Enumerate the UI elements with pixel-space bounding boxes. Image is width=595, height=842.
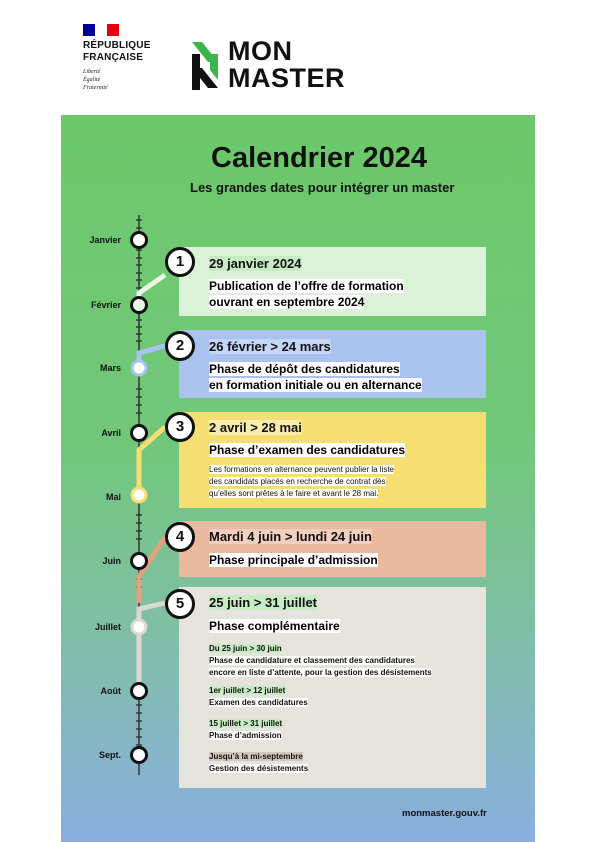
month-stations — [132, 233, 147, 763]
step-date: 26 février > 24 mars — [209, 339, 331, 354]
month-label: Sept. — [98, 750, 121, 760]
step-card-2 — [179, 330, 486, 398]
step-phase: Phase principale d’admission — [209, 553, 378, 567]
sub-step: Du 25 juin > 30 juin Phase de candidature et classement des candidatures encore en liste d’attente, pour la gestion des désistements — [209, 644, 432, 677]
step-number-badge: 4 — [165, 522, 195, 552]
month-label: Février — [90, 300, 121, 310]
month-label: Mars — [99, 363, 121, 373]
step-phase: Phase complémentaire — [209, 619, 340, 633]
month-label: Août — [100, 686, 121, 696]
step-phase: Phase de dépôt des candidatures en formation initiale ou en alternance — [209, 362, 422, 392]
step-note: Les formations en alternance peuvent publier la liste des candidats placés en recherche de contrat dès qu’elles sont prêtes à le faire et avant le 28 mai. — [209, 465, 394, 498]
poster-subtitle: Les grandes dates pour intégrer un master — [190, 180, 455, 195]
step-phase: Phase d’examen des candidatures — [209, 443, 406, 457]
sub-step: 1er juillet > 12 juillet Examen des candidatures — [209, 686, 308, 707]
french-flag-icon — [83, 24, 119, 36]
step-number-badge: 3 — [165, 412, 195, 442]
step-date: 2 avril > 28 mai — [209, 420, 302, 435]
step-card-4 — [179, 521, 486, 577]
month-label: Avril — [101, 428, 121, 438]
sub-step: 15 juillet > 31 juillet Phase d’admission — [209, 719, 283, 740]
step-number-badge: 1 — [165, 247, 195, 277]
mon-master-logo-icon — [190, 40, 220, 92]
francaise-line: FRANÇAISE — [83, 52, 144, 63]
motto-egalite: Égalité — [83, 77, 101, 83]
republique-line: RÉPUBLIQUE — [83, 40, 151, 51]
motto-fraternite: Fraternité — [83, 85, 108, 91]
step-card-1 — [179, 247, 486, 316]
step-number-badge: 2 — [165, 331, 195, 361]
motto — [83, 68, 143, 92]
step-card-3 — [179, 412, 486, 508]
poster-title: Calendrier 2024 — [211, 142, 428, 174]
calendar-poster — [61, 115, 535, 842]
republique-francaise-logo — [83, 24, 151, 92]
month-label: Juin — [102, 556, 121, 566]
mon-master-wordmark — [228, 38, 345, 92]
step-date: 25 juin > 31 juillet — [209, 595, 318, 610]
month-label: Janvier — [89, 235, 121, 245]
step-phase: Publication de l’offre de formation ouvrant en septembre 2024 — [209, 279, 404, 309]
month-label: Juillet — [94, 622, 121, 632]
motto-liberte: Liberté — [83, 69, 101, 75]
month-label: Mai — [105, 492, 121, 502]
brand-master: MASTER — [228, 63, 345, 93]
step-date: Mardi 4 juin > lundi 24 juin — [209, 529, 372, 544]
sub-step: Jusqu’à la mi-septembre Gestion des désistements — [209, 752, 309, 773]
step-number-badge: 5 — [165, 589, 195, 619]
brand-mon: MON — [228, 36, 293, 66]
step-card-5 — [179, 587, 486, 788]
website-url: monmaster.gouv.fr — [402, 808, 487, 819]
step-date: 29 janvier 2024 — [209, 256, 302, 271]
republique-title — [83, 40, 151, 64]
